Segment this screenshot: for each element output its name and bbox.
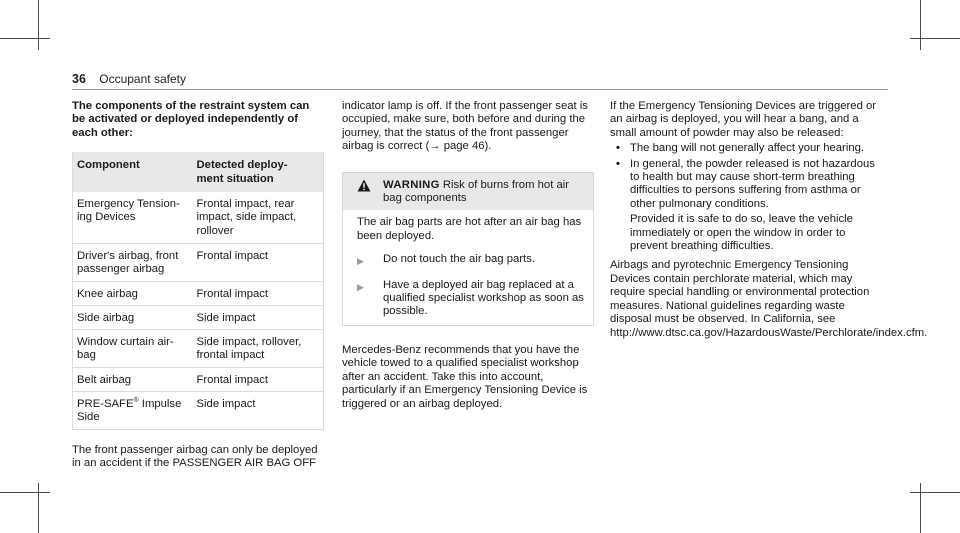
header-situation: [191, 152, 324, 192]
column-1: [72, 100, 324, 470]
warning-title: [383, 179, 587, 206]
crop-mark: [38, 0, 39, 50]
cell-component: [73, 192, 191, 243]
effects-list: [610, 142, 878, 211]
bullet-icon: •: [616, 142, 620, 155]
header-component: [73, 152, 191, 192]
safety-note: Provided it is safe to do so, leave the vehicle immediately or open the window in order to prevent breathing difficulties.: [630, 213, 853, 253]
warning-header: [343, 173, 593, 211]
cell-text: Belt airbag: [77, 373, 132, 386]
warning-title-text: Risk of burns from hot air bag components: [383, 178, 570, 205]
cell-text: Knee airbag: [77, 287, 138, 300]
cell-text: Side impact: [196, 311, 256, 324]
list-item: [610, 158, 878, 212]
crop-mark: [0, 38, 50, 39]
cell-situation: [191, 243, 324, 281]
cell-situation: [191, 192, 324, 243]
cell-component: [73, 281, 191, 305]
crop-mark: [920, 0, 921, 50]
cell-text: Frontal impact: [196, 249, 269, 262]
step-arrow-icon: ▶: [357, 256, 364, 267]
towing-paragraph: Mercedes-Benz recommends that you have the vehicle towed to a qualified specialist workshop after an accident. Take this into account, particularly if an Emergency Tensioning Device is triggered or an airbag deployed.: [342, 343, 588, 410]
release-paragraph: If the Emergency Tensioning Devices are triggered or an airbag is deployed, you will hear a bang, and a small amount of powder may also be released:: [610, 100, 877, 139]
table-heading: The components of the restraint system can be activated or deployed independently of each other:: [72, 100, 310, 139]
list-item-text: In general, the powder released is not hazardous to health but may cause short-term breathing difficulties to persons suffering from asthma or other pulmonary conditions.: [630, 157, 875, 210]
cell-situation: [191, 391, 324, 429]
table-row: [73, 281, 324, 305]
cell-situation: [191, 281, 324, 305]
step-arrow-icon: ▶: [357, 281, 364, 292]
cell-text: Window curtain air- bag: [77, 335, 174, 361]
crop-mark: [0, 492, 50, 493]
warning-label: WARNING: [383, 178, 440, 191]
warning-triangle-icon: [357, 179, 383, 206]
crop-mark: [920, 483, 921, 533]
crop-mark: [910, 492, 960, 493]
indicator-paragraph: indicator lamp is off. If the front passenger seat is occupied, make sure, both before and during the journey, that the status of the front passenger airbag is correct (→ page 46).: [342, 100, 588, 153]
components-table: [72, 152, 324, 429]
header-label: Component: [77, 159, 140, 172]
list-item-text: The bang will not generally affect your hearing.: [630, 142, 865, 155]
cell-component: [73, 367, 191, 391]
crop-mark: [910, 38, 960, 39]
cell-situation: [191, 329, 324, 367]
step-text: Do not touch the air bag parts.: [383, 253, 535, 266]
table-header-row: [73, 152, 324, 192]
step-text: Have a deployed air bag replaced at a qualified specialist workshop as soon as possible.: [383, 278, 584, 318]
cell-component: [73, 391, 191, 429]
warning-step: [357, 279, 585, 319]
page-header: [72, 72, 186, 86]
table-row: [73, 243, 324, 281]
list-item: [610, 142, 878, 155]
crop-mark: [38, 483, 39, 533]
cell-component: [73, 243, 191, 281]
table-row: [73, 329, 324, 367]
cell-text: Frontal impact: [196, 373, 269, 386]
cell-situation: [191, 305, 324, 329]
cell-text: Side airbag: [77, 311, 135, 324]
section-title: Occupant safety: [99, 72, 186, 86]
table-row: [73, 367, 324, 391]
cell-component: [73, 329, 191, 367]
page-number: 36: [72, 72, 86, 86]
bullet-icon: •: [616, 157, 620, 170]
warning-text: The air bag parts are hot after an air bag has been deployed.: [357, 216, 582, 242]
warning-body: [343, 210, 593, 324]
header-label: Detected deploy- ment situation: [196, 159, 288, 185]
column-2: [342, 100, 594, 411]
cell-text: Side impact, rollover, frontal impact: [196, 335, 302, 361]
perchlorate-paragraph: Airbags and pyrotechnic Emergency Tensioning Devices contain perchlorate material, which may require special handling or environmental protection measures. National guidelines regarding waste disposal must be observed. In California, see http://www.dtsc.ca.gov/HazardousWaste/Perchlorate/index.cfm.: [610, 259, 928, 339]
table-row: [73, 305, 324, 329]
cell-situation: [191, 367, 324, 391]
cell-text: Side impact: [196, 397, 256, 410]
header-rule: [72, 89, 888, 90]
cell-component: [73, 305, 191, 329]
column-3: [610, 100, 928, 340]
cell-text: Driver's airbag, front passenger airbag: [77, 249, 179, 275]
footer-text: The front passenger airbag can only be deployed in an accident if the PASSENGER AIR BAG OFF: [72, 443, 318, 469]
cell-text: PRE-SAFE® Impulse Side: [77, 396, 182, 423]
warning-step: [357, 253, 585, 268]
cell-text: Frontal impact, rear impact, side impact, rollover: [196, 198, 297, 237]
cell-text: Frontal impact: [196, 287, 269, 300]
table-row: [73, 192, 324, 243]
table-row: [73, 391, 324, 429]
warning-box: [342, 172, 594, 326]
cell-text: Emergency Tension- ing Devices: [77, 198, 180, 224]
